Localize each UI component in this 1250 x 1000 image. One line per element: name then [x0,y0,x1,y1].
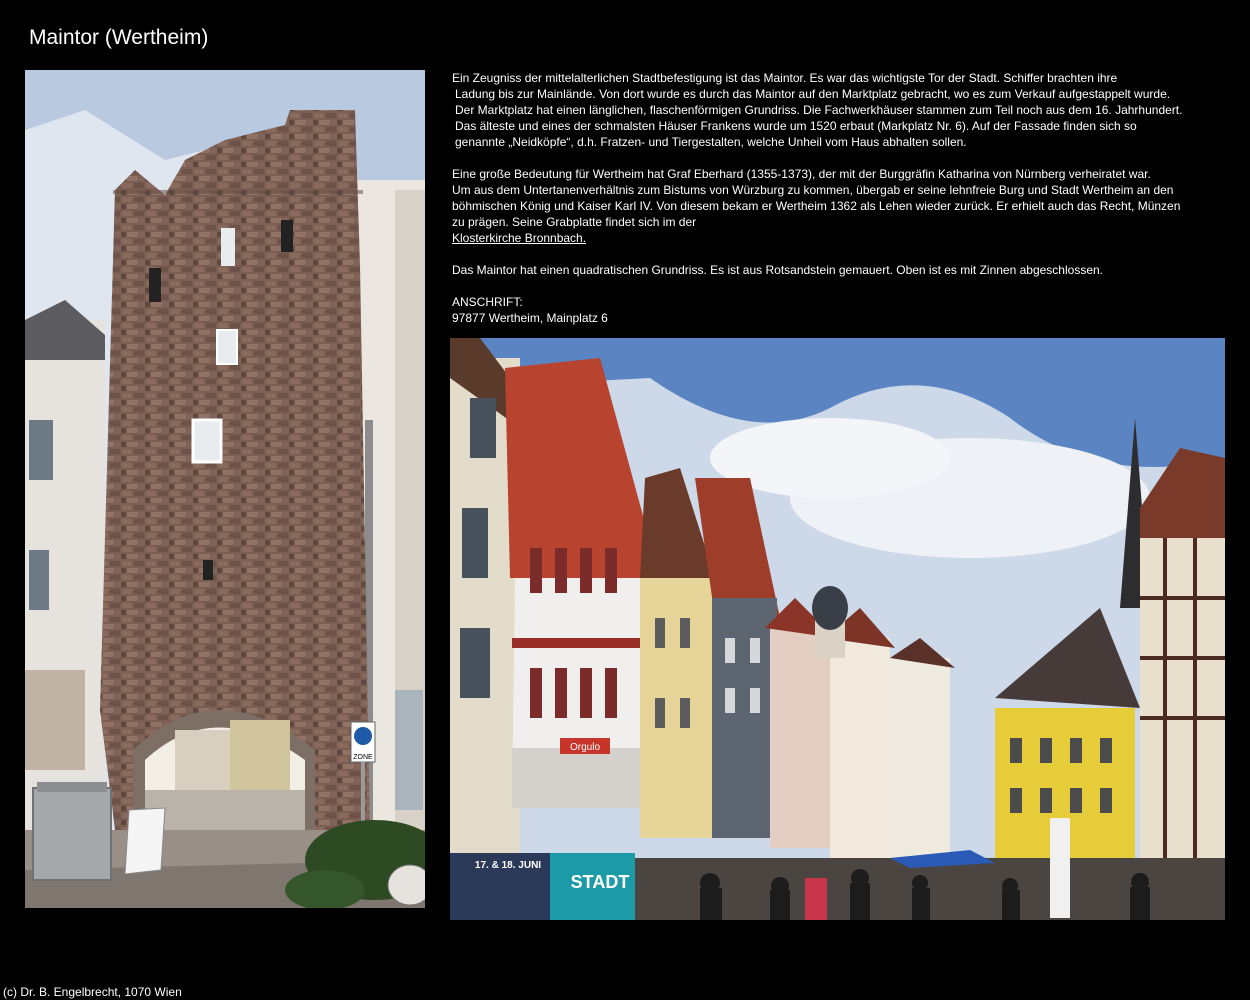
description-paragraph-3: Das Maintor hat einen quadratischen Grundriss. Es ist aus Rotsandstein gemauert. Oben ist es mit Zinnen abgeschlossen. [452,263,1104,277]
description-paragraph-1 [452,70,1212,150]
text-line: Das älteste und eines der schmalsten Häuser Frankens wurde um 1520 erbaut (Markplatz Nr. 6). Auf der Fassade finden sich so [455,119,1137,133]
text-line: Um aus dem Untertanenverhältnis zum Bistums von Würzburg zu kommen, übergab er seine lehnfreie Burg und Stadt Wertheim an den [452,183,1174,197]
maintor-tower-photo[interactable] [25,70,425,908]
marktplatz-image [450,338,1225,920]
page-title: Maintor (Wertheim) [29,26,209,49]
text-line: Ein Zeugniss der mittelalterlichen Stadtbefestigung ist das Maintor. Es war das wichtigste Tor der Stadt. Schiffer brachten ihre [452,71,1118,85]
banner-date-text: 17. & 18. JUNI [474,860,542,871]
banner-text: STADT [570,872,630,892]
text-line: böhmischen König und Kaiser Karl IV. Von diesem bekam er Wertheim 1362 als Lehen wieder zurück. Er erhielt auch das Recht, Münzen [452,199,1181,213]
klosterkirche-bronnbach-link[interactable]: Klosterkirche Bronnbach. [452,231,587,245]
text-line: Eine große Bedeutung für Wertheim hat Graf Eberhard (1355-1373), der mit der Burggräfin Katharina von Nürnberg verheiratet war. [452,167,1151,181]
marktplatz-photo[interactable] [450,338,1225,920]
address-value: 97877 Wertheim, Mainplatz 6 [452,311,608,325]
description-paragraph-2 [452,166,1212,246]
text-line: Der Marktplatz hat einen länglichen, flaschenförmigen Grundriss. Die Fachwerkhäuser stammen zum Teil noch aus dem 16. Jahrhundert. [455,103,1183,117]
maintor-tower-image [25,70,425,908]
address-block [452,294,1212,326]
zone-sign-text: ZONE [353,754,373,761]
copyright-footer: (c) Dr. B. Engelbrecht, 1070 Wien [3,985,182,999]
shop-sign-text: Orgulo [569,742,601,753]
description-text [452,70,1212,342]
address-label: ANSCHRIFT: [452,295,523,309]
text-line: Ladung bis zur Mainlände. Von dort wurde es durch das Maintor auf den Marktplatz gebracht, wo es zum Verkauf aufgestappelt wurde. [455,87,1171,101]
text-line: genannte „Neidköpfe“, d.h. Fratzen- und Tiergestalten, welche Unheil vom Haus abhalten sollen. [455,135,967,149]
text-line: zu prägen. Seine Grabplatte findet sich im der [452,215,697,229]
